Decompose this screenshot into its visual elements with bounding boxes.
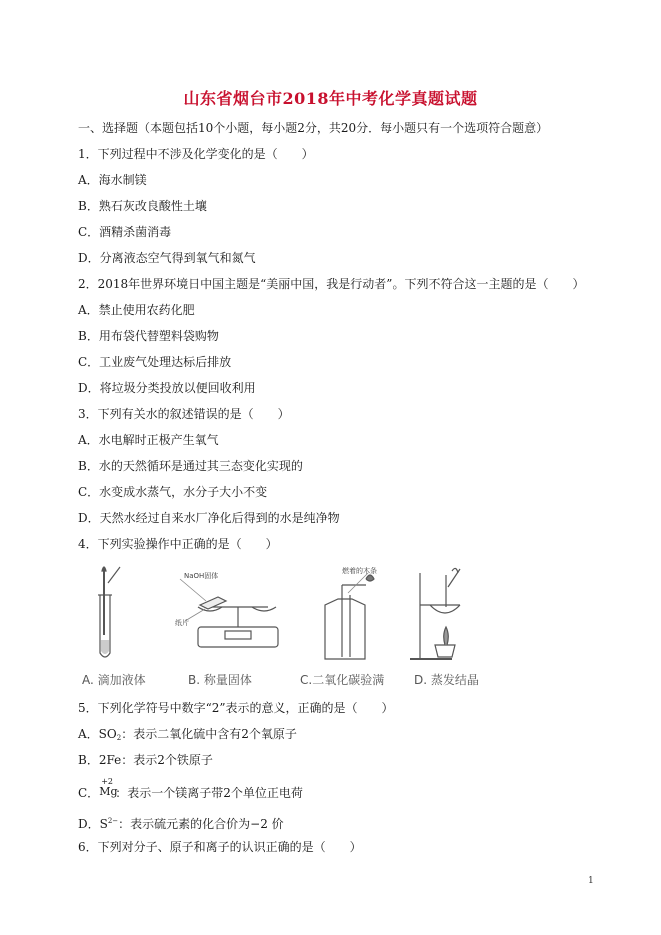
figure-caption-c: C.二氧化碳验满 — [300, 673, 385, 687]
option-c-prefix: C． — [78, 786, 100, 800]
question-6-stem: 6．下列对分子、原子和离子的认识正确的是（ ） — [78, 840, 362, 854]
element-symbol: Mg — [99, 785, 118, 798]
evaporating-dish-stand-icon — [410, 568, 460, 659]
question-2-option-a: A．禁止使用农药化肥 — [78, 303, 195, 317]
burning-stick-label: 燃着的木条 — [342, 567, 377, 575]
balance-scale-icon — [180, 579, 278, 647]
valence-mark: +2 — [101, 777, 113, 786]
question-4-stem: 4．下列实验操作中正确的是（ ） — [78, 537, 278, 551]
magnesium-valence-symbol — [99, 777, 118, 798]
question-2-option-d: D．将垃圾分类投放以便回收利用 — [78, 381, 256, 395]
question-1-stem: 1．下列过程中不涉及化学变化的是（ ） — [78, 147, 314, 161]
figure-caption-b: B. 称量固体 — [188, 673, 252, 687]
option-c-text: ：表示一个镁离子带2个单位正电荷 — [115, 786, 303, 800]
question-5-option-a — [78, 727, 297, 745]
figure-caption-a: A. 滴加液体 — [82, 673, 146, 687]
question-4-figures — [80, 565, 510, 690]
question-3-option-d: D．天然水经过自来水厂净化后得到的水是纯净物 — [78, 511, 340, 525]
gas-collection-bottle-icon — [325, 573, 374, 659]
lab-apparatus-figure — [80, 565, 510, 669]
question-5-option-b: B．2Fe：表示2个铁原子 — [78, 753, 213, 767]
figure-caption-d: D. 蒸发结晶 — [414, 673, 479, 687]
question-2-stem: 2．2018年世界环境日中国主题是“美丽中国，我是行动者”。下列不符合这一主题的是（ ） — [78, 277, 585, 291]
option-d-superscript: 2− — [107, 817, 119, 825]
page-title: 山东省烟台市2018年中考化学真题试题 — [183, 89, 478, 108]
question-2-option-b: B．用布袋代替塑料袋购物 — [78, 329, 219, 343]
question-1-option-c: C．酒精杀菌消毒 — [78, 225, 172, 239]
option-a-subscript: 2 — [116, 734, 122, 742]
question-5-option-d — [78, 814, 284, 831]
option-d-prefix: D．S — [78, 817, 108, 831]
question-2-option-c: C．工业废气处理达标后排放 — [78, 355, 232, 369]
dropper-test-tube-icon — [98, 567, 120, 657]
option-a-prefix: A．SO — [78, 727, 117, 741]
question-3-stem: 3．下列有关水的叙述错误的是（ ） — [78, 407, 290, 421]
page-number: 1 — [588, 876, 594, 886]
question-3-option-a: A．水电解时正极产生氧气 — [78, 433, 219, 447]
option-d-text: ：表示硫元素的化合价为−2 价 — [118, 817, 284, 831]
question-5-option-c — [78, 777, 303, 800]
option-a-text: ：表示二氧化硫中含有2个氧原子 — [121, 727, 297, 741]
question-1-option-a: A．海水制镁 — [78, 173, 147, 187]
question-1-option-b: B．熟石灰改良酸性土壤 — [78, 199, 207, 213]
question-3-option-c: C．水变成水蒸气，水分子大小不变 — [78, 485, 268, 499]
paper-label: 纸片 — [175, 619, 189, 627]
naoh-label: NaOH固体 — [184, 572, 219, 580]
question-1-option-d: D．分离液态空气得到氧气和氮气 — [78, 251, 256, 265]
question-5-stem: 5．下列化学符号中数字“2”表示的意义，正确的是（ ） — [78, 701, 394, 715]
question-3-option-b: B．水的天然循环是通过其三态变化实现的 — [78, 459, 303, 473]
section-heading: 一、选择题（本题包括10个小题，每小题2分，共20分．每小题只有一个选项符合题意） — [78, 121, 549, 135]
